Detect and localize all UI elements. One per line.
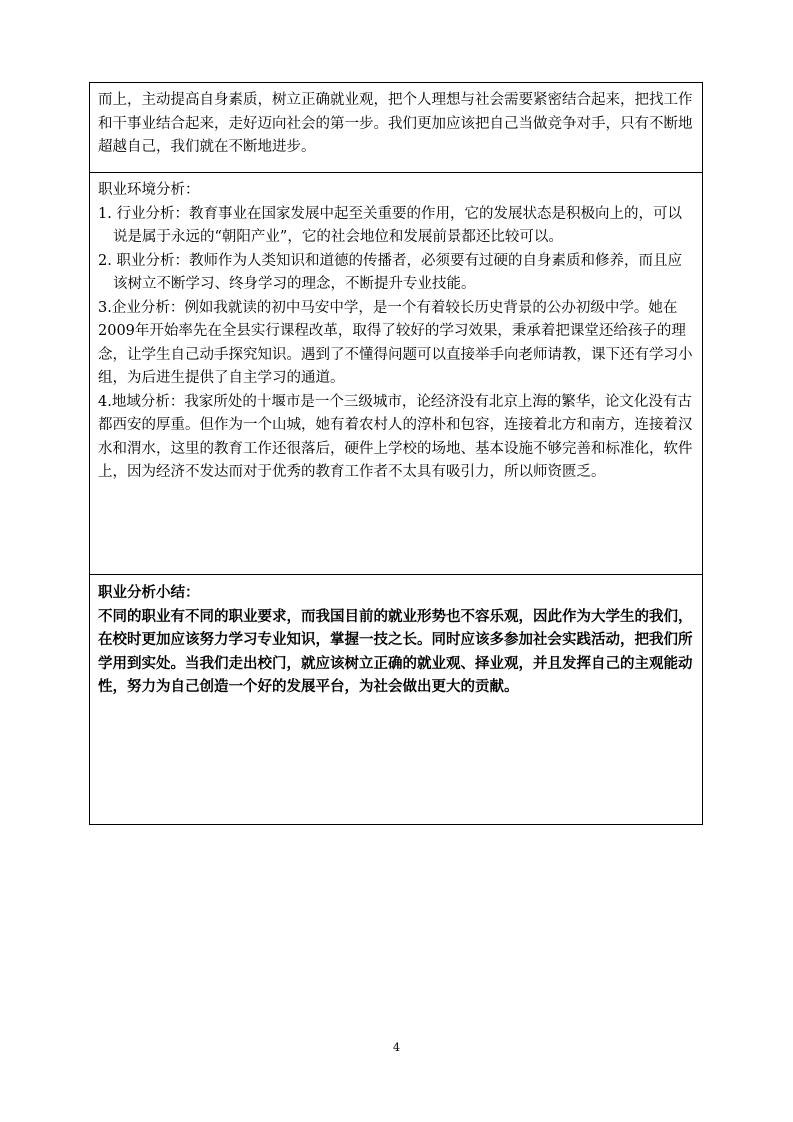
enterprise-analysis: 3.企业分析：例如我就读的初中马安中学，是一个有着较长历史背景的公办初级中学。她在2009年开始率先在全县实行课程改革，取得了较好的学习效果，秉承着把课堂还给孩子的理念，让学生自己动手探究知识。遇到了不懂得问题可以直接举手向老师请教，课下还有学习小组，为后进生提供了自主学习的通道。 xyxy=(98,299,693,386)
page-number: 4 xyxy=(393,1041,400,1054)
career-environment-cell xyxy=(90,173,702,575)
summary-cell xyxy=(90,83,702,173)
industry-analysis: 1. 行业分析：教育事业在国家发展中起至关重要的作用，它的发展状态是积极向上的，可以说是属于永远的“朝阳产业”，它的社会地位和发展前景都还比较可以。 xyxy=(98,205,682,245)
career-summary-text: 不同的职业有不同的职业要求，而我国目前的就业形势也不容乐观，因此作为大学生的我们，在校时更加应该努力学习专业知识，掌握一技之长。同时应该多参加社会实践活动，把我们所学用到实处。当我们走出校门，就应该树立正确的就业观、择业观，并且发挥自己的主观能动性，努力为自己创造一个好的发展平台，为社会做出更大的贡献。 xyxy=(98,607,693,695)
career-environment-heading: 职业环境分析： xyxy=(98,182,200,198)
career-summary-cell xyxy=(90,575,702,824)
summary-text: 而上，主动提高自身素质，树立正确就业观，把个人理想与社会需要紧密结合起来，把找工作和干事业结合起来，走好迈向社会的第一步。我们更加应该把自己当做竞争对手，只有不断地超越自己，我们就在不断地进步。 xyxy=(98,92,693,155)
career-summary-heading: 职业分析小结： xyxy=(98,584,200,601)
form-table xyxy=(89,82,703,825)
occupation-analysis: 2. 职业分析：教师作为人类知识和道德的传播者，必须要有过硬的自身素质和修养，而且应该树立不断学习、终身学习的理念，不断提升专业技能。 xyxy=(98,252,682,292)
regional-analysis: 4.地域分析：我家所处的十堰市是一个三级城市，论经济没有北京上海的繁华，论文化没有古都西安的厚重。但作为一个山城，她有着农村人的淳朴和包容，连接着北方和南方，连接着汉水和渭水，这里的教育工作还很落后，硬件上学校的场地、基本设施不够完善和标准化，软件上，因为经济不发达而对于优秀的教育工作者不太具有吸引力，所以师资匮乏。 xyxy=(98,393,693,480)
